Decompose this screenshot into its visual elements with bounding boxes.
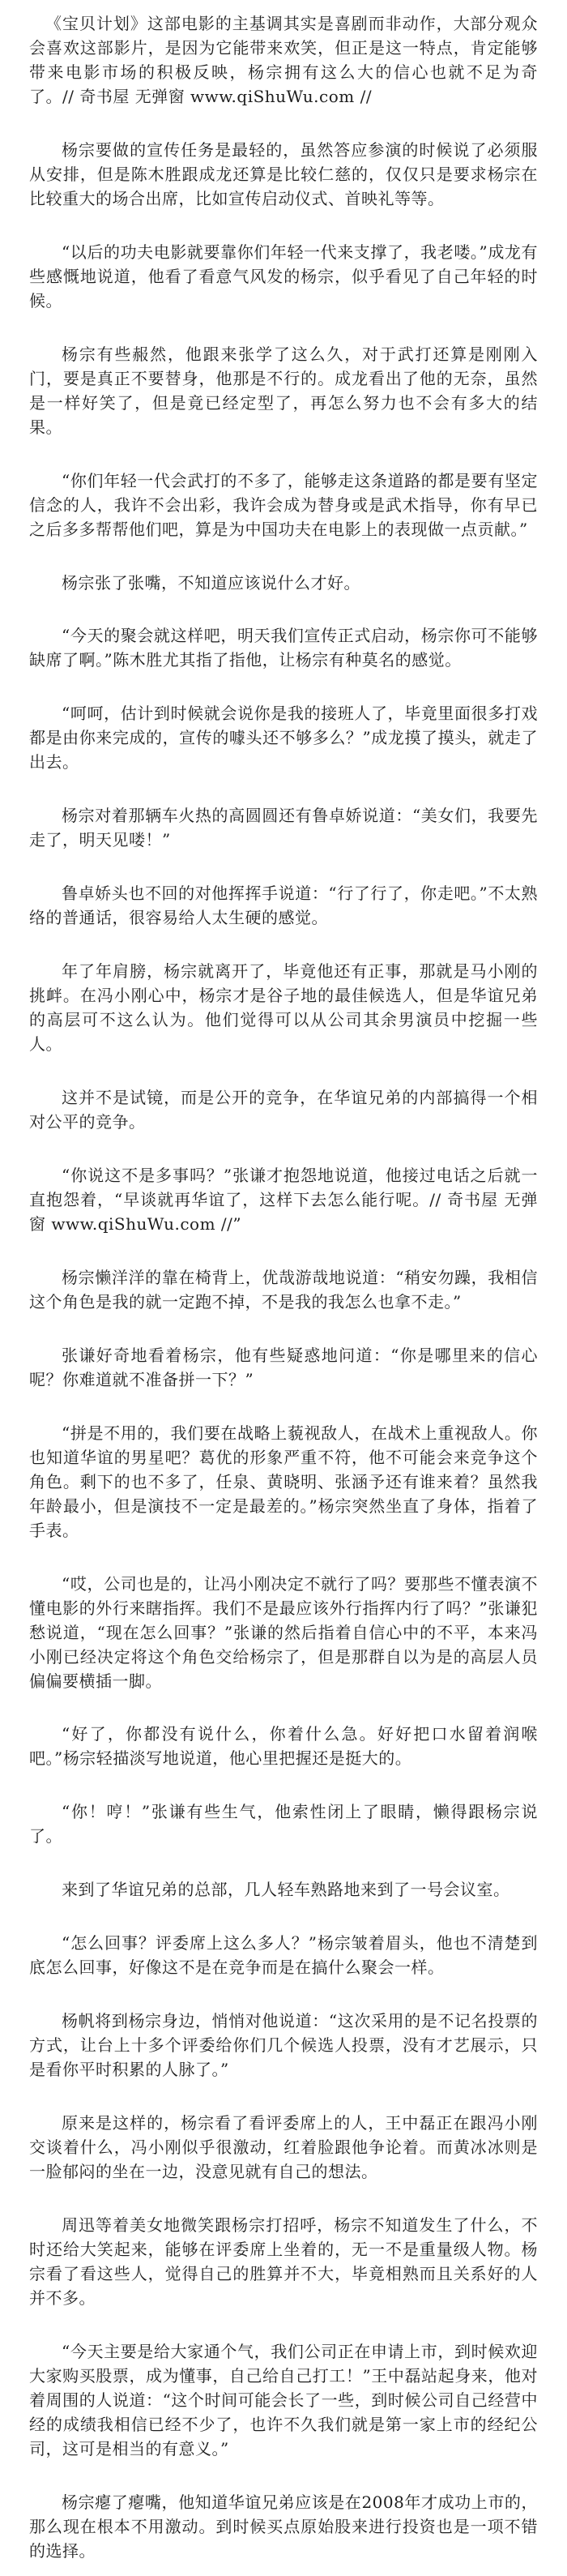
paragraph: “你说这不是多事吗？”张谦才抱怨地说道，他接过电话之后就一直抱怨着，“早谈就再华谊了，这样下去怎么能行呢。// 奇书屋 无弹窗 www.qiShuWu.com //” (29, 1165, 538, 1234)
paragraph: 张谦好奇地看着杨宗，他有些疑惑地问道：“你是哪里来的信心呢？你难道就不准备拼一下？” (29, 1345, 538, 1389)
paragraph: 杨宗瘪了瘪嘴，他知道华谊兄弟应该是在2008年才成功上市的，那么现在根本不用激动。到时候买点原始股来进行投资也是一项不错的选择。 (29, 2492, 538, 2561)
paragraph: 年了年肩膀，杨宗就离开了，毕竟他还有正事，那就是马小刚的挑衅。在冯小刚心中，杨宗才是谷子地的最佳候选人，但是华谊兄弟的高层可不这么认为。他们觉得可以从公司其余男演员中挖掘一些人。 (29, 961, 538, 1055)
paragraph: 杨宗要做的宣传任务是最轻的，虽然答应参演的时候说了必须服从安排，但是陈木胜跟成龙还算是比较仁慈的，仅仅只是要求杨宗在比较重大的场合出席，比如宣传启动仪式、首映礼等等。 (29, 139, 538, 208)
paragraph: “呵呵，估计到时候就会说你是我的接班人了，毕竟里面很多打戏都是由你来完成的，宣传的噱头还不够多么？”成龙摸了摸头，就走了出去。 (29, 704, 538, 772)
paragraph: 杨宗对着那辆车火热的高圆圆还有鲁卓娇说道：“美女们，我要先走了，明天见喽！” (29, 806, 538, 850)
paragraph: 原来是这样的，杨宗看了看评委席上的人，王中磊正在跟冯小刚交谈着什么，冯小刚似乎很激动，红着脸跟他争论着。而黄冰冰则是一脸郁闷的坐在一边，没意见就有自己的想法。 (29, 2112, 538, 2181)
paragraph: “怎么回事？评委席上这么多人？”杨宗皱着眉头，他也不清楚到底怎么回事，好像这不是在竞争而是在搞什么聚会一样。 (29, 1933, 538, 1978)
paragraph: “你！哼！”张谦有些生气，他索性闭上了眼睛，懒得跟杨宗说了。 (29, 1802, 538, 1846)
paragraph: 杨宗张了张嘴，不知道应该说什么才好。 (62, 572, 360, 593)
paragraph: 周迅等着美女地微笑跟杨宗打招呼，杨宗不知道发生了什么，不时还给大笑起来，能够在评委席上坐着的，无一不是重量级人物。杨宗看了看这些人，觉得自己的胜算并不大，毕竟相熟而且关系好的人并不多。 (29, 2214, 538, 2308)
paragraph: 来到了华谊兄弟的总部，几人轻车熟路地来到了一号会议室。 (62, 1880, 510, 1900)
paragraph: “你们年轻一代会武打的不多了，能够走这条道路的都是要有坚定信念的人，我许不会出彩，我许会成为替身或是武术指导，你有早已之后多多帮帮他们吧，算是为中国功夫在电影上的表现做一点贡献。” (29, 470, 538, 539)
paragraph: 杨宗懒洋洋的靠在椅背上，优哉游哉地说道：“稍安勿躁，我相信这个角色是我的就一定跑不掉，不是我的我怎么也拿不走。” (29, 1267, 538, 1312)
paragraph: 这并不是试镜，而是公开的竞争，在华谊兄弟的内部搞得一个相对公平的竞争。 (29, 1087, 538, 1132)
paragraph: “拼是不用的，我们要在战略上藐视敌人，在战术上重视敌人。你也知道华谊的男星吧？葛优的形象严重不符，他不可能会来竞争这个角色。剩下的也不多了，任泉、黄晓明、张涵予还有谁来着？虽然我年龄最小，但是演技不一定是最差的。”杨宗突然坐直了身体，指着了手表。 (29, 1423, 538, 1540)
paragraph: “哎，公司也是的，让冯小刚决定不就行了吗？要那些不懂表演不懂电影的外行来瞎指挥。我们不是最应该外行指挥内行了吗？”张谦犯愁说道，“现在怎么回事？”张谦的然后指着自信心中的不平，本来冯小刚已经决定将这个角色交给杨宗了，但是那群自以为是的高层人员偏偏要横插一脚。 (29, 1573, 538, 1691)
paragraph: 杨帆将到杨宗身边，悄悄对他说道：“这次采用的是不记名投票的方式，让台上十多个评委给你们几个候选人投票，没有才艺展示，只是看你平时积累的人脉了。” (29, 2011, 538, 2080)
paragraph: 《宝贝计划》这部电影的主基调其实是喜剧而非动作，大部分观众会喜欢这部影片，是因为它能带来欢笑，但正是这一特点，肯定能够带来电影市场的积极反映，杨宗拥有这么大的信心也就不足为奇了。// 奇书屋 无弹窗 www.qiShuWu.com // (29, 14, 538, 106)
paragraph: 鲁卓娇头也不回的对他挥挥手说道：“行了行了，你走吧。”不太熟络的普通话，很容易给人太生硬的感觉。 (29, 884, 538, 928)
paragraph: “今天主要是给大家通个气，我们公司正在申请上市，到时候欢迎大家购买股票，成为懂事，自己给自己打工！”王中磊站起身来，他对着周围的人说道：“这个时间可能会长了一些，到时候公司自己经营中经的成绩我相信已经不少了，也许不久我们就是第一家上市的经纪公司，这可是相当的有意义。” (29, 2341, 538, 2458)
paragraph: 杨宗有些赧然，他跟来张学了这么久，对于武打还算是刚刚入门，要是真正不要替身，他那是不行的。成龙看出了他的无奈，虽然是一样好笑了，但是竟已经定型了，再怎么努力也不会有多大的结果。 (29, 344, 538, 437)
paragraph: “好了，你都没有说什么，你着什么急。好好把口水留着润喉吧。”杨宗轻描淡写地说道，他心里把握还是挺大的。 (29, 1724, 538, 1769)
paragraph: “今天的聚会就这样吧，明天我们宣传正式启动，杨宗你可不能够缺席了啊。”陈木胜尤其指了指他，让杨宗有种莫名的感觉。 (29, 626, 538, 670)
paragraph: “以后的功夫电影就要靠你们年轻一代来支撑了，我老喽。”成龙有些感慨地说道，他看了看意气风发的杨宗，似乎看见了自己年轻的时候。 (29, 242, 538, 310)
